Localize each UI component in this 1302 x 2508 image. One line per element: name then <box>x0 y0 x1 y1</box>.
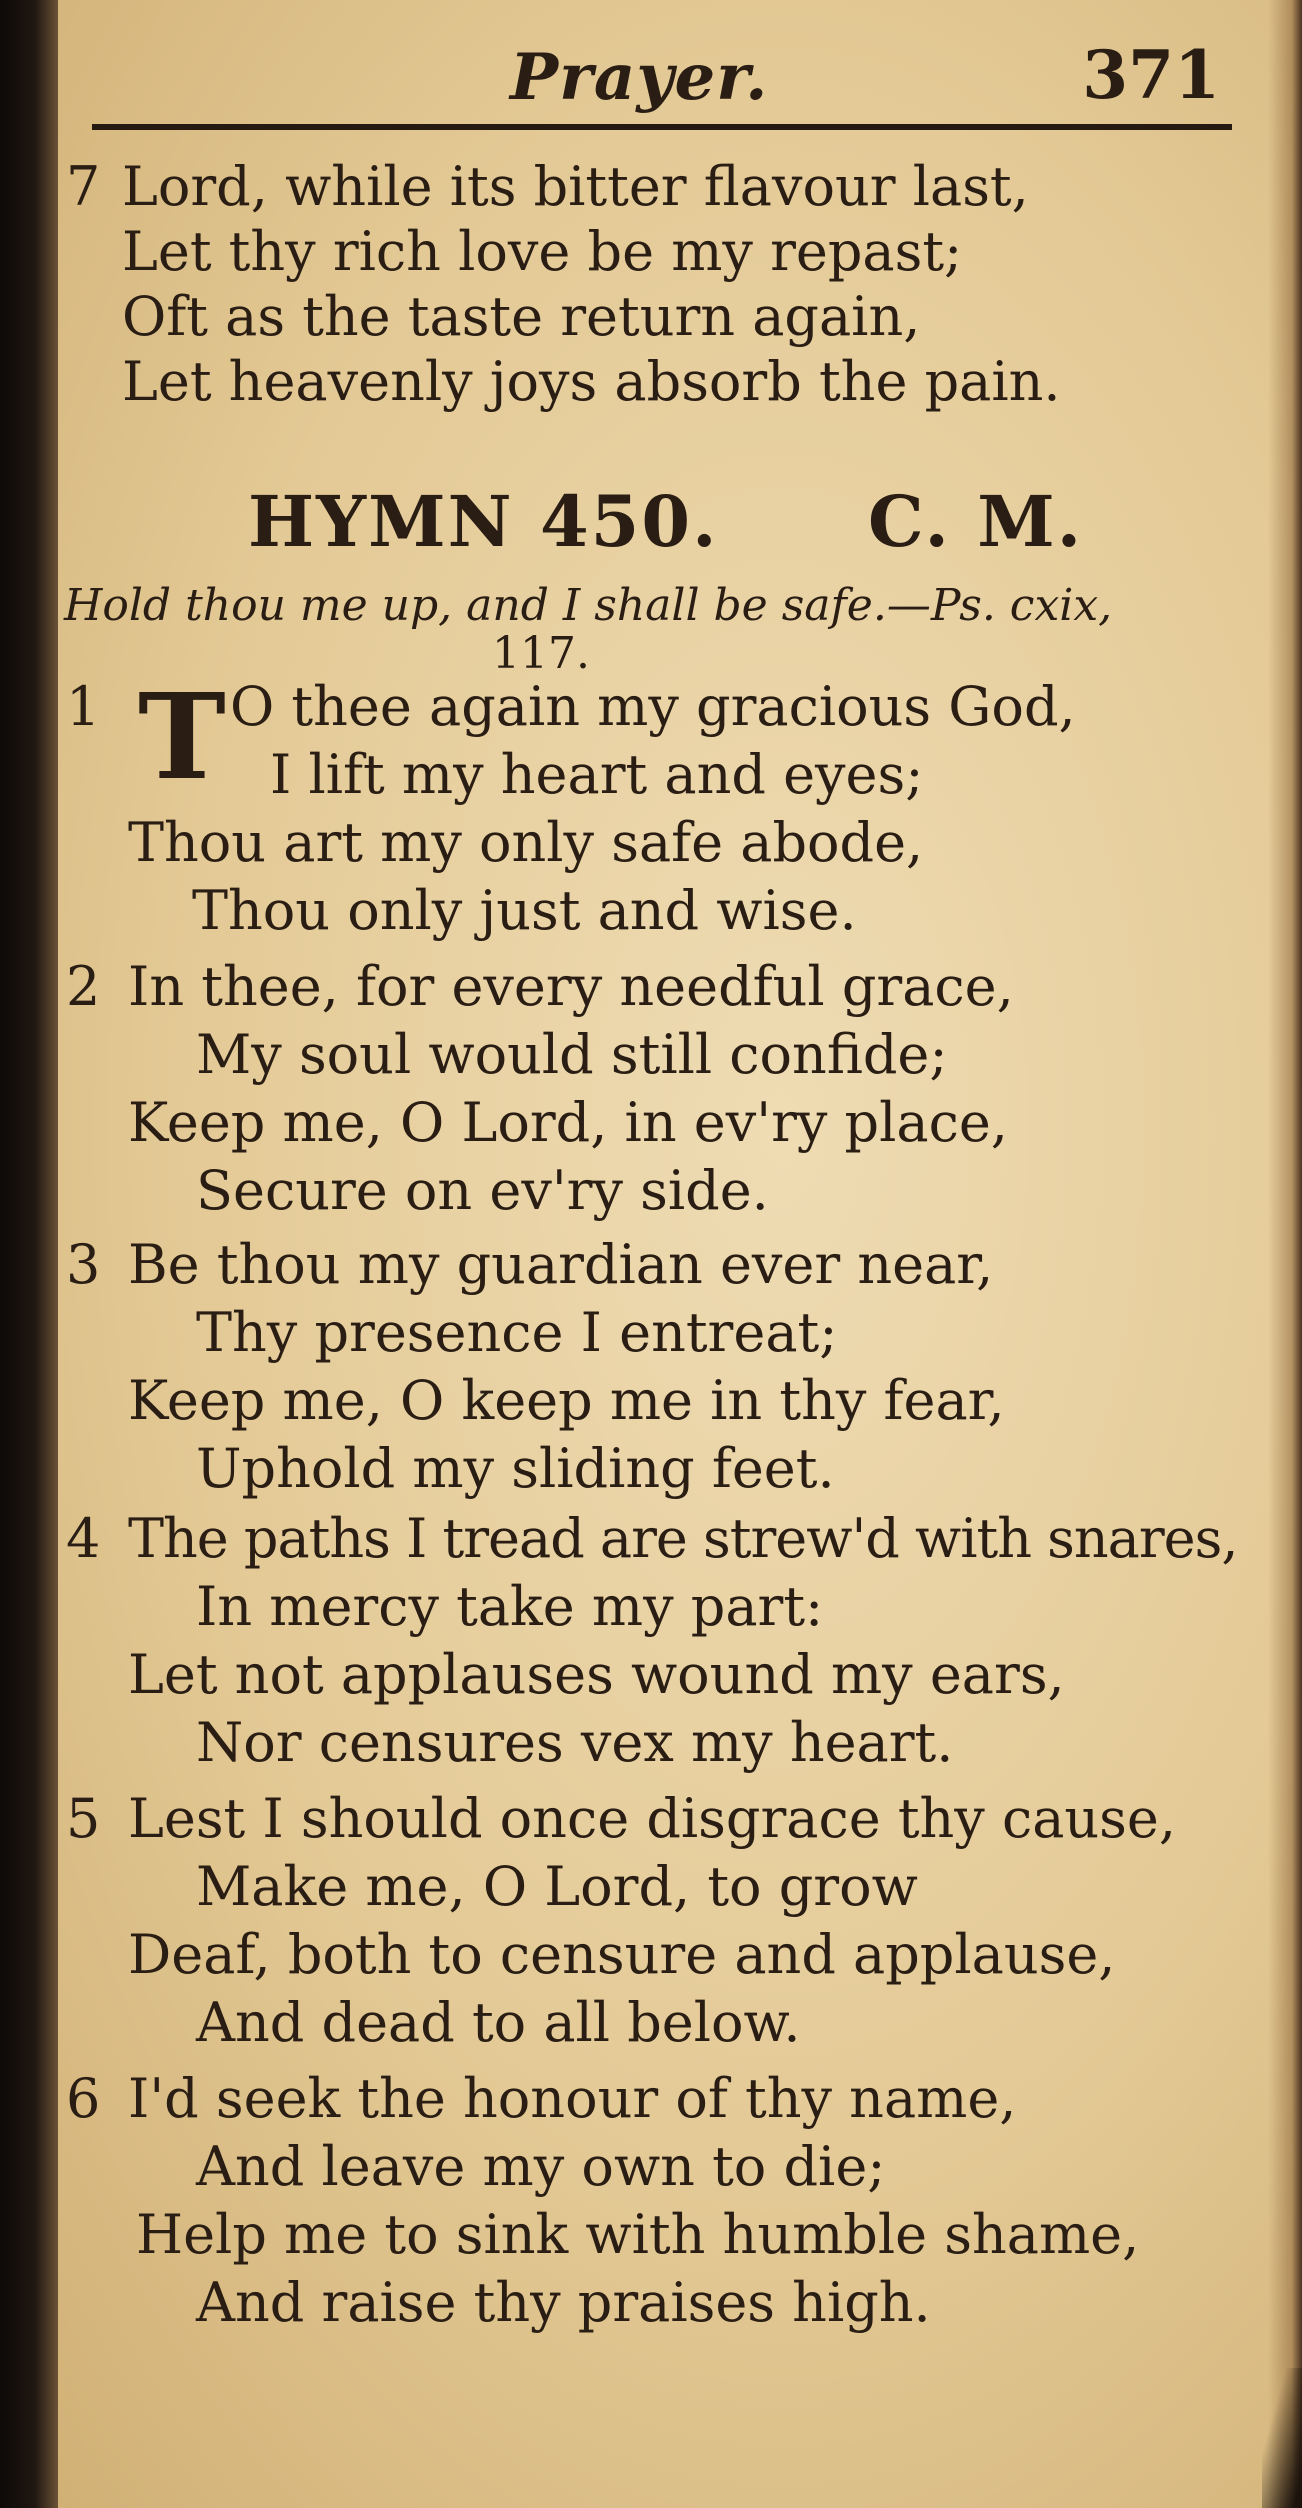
page-corner-shadow <box>1262 2368 1302 2508</box>
verse-line: Let thy rich love be my repast; <box>122 220 963 283</box>
page-header <box>80 30 1240 130</box>
verse-line: Thy presence I entreat; <box>196 1301 838 1364</box>
verse-number: 4 <box>66 1507 101 1570</box>
verse-number: 3 <box>66 1233 101 1296</box>
verse-line: Let not applauses wound my ears, <box>128 1643 1065 1706</box>
verse-line: O thee again my gracious God, <box>230 675 1076 738</box>
header-rule <box>92 124 1232 130</box>
verse-number: 6 <box>66 2067 101 2130</box>
verse-number: 1 <box>66 675 101 738</box>
verse-line: I lift my heart and eyes; <box>270 743 924 806</box>
verse-line: And raise thy praises high. <box>196 2271 931 2334</box>
verse-line: The paths I tread are strew'd with snares, <box>128 1507 1238 1570</box>
verse-line: Be thou my guardian ever near, <box>128 1233 994 1296</box>
verse-line: Keep me, O keep me in thy fear, <box>128 1369 1005 1432</box>
verse-number: 5 <box>66 1787 101 1850</box>
verse-line: Oft as the taste return again, <box>122 285 921 348</box>
page-number: 371 <box>1082 36 1220 114</box>
verse-line: Secure on ev'ry side. <box>196 1159 769 1222</box>
hymn-epigraph-reference: 117. <box>492 628 590 679</box>
verse-line: Lest I should once disgrace thy cause, <box>128 1787 1177 1850</box>
drop-cap: T <box>138 667 226 806</box>
verse-line: Thou only just and wise. <box>192 879 857 942</box>
running-head: Prayer. <box>510 40 769 115</box>
verse-line: In thee, for every needful grace, <box>128 955 1014 1018</box>
verse-line: Keep me, O Lord, in ev'ry place, <box>128 1091 1008 1154</box>
verse-line: In mercy take my part: <box>196 1575 824 1638</box>
verse-line: Help me to sink with humble shame, <box>136 2203 1140 2266</box>
verse-line: Make me, O Lord, to grow <box>196 1855 918 1918</box>
verse-line: Uphold my sliding feet. <box>196 1437 835 1500</box>
hymn-title: HYMN 450. <box>248 480 719 563</box>
verse-line: Let heavenly joys absorb the pain. <box>122 350 1061 413</box>
verse-number: 2 <box>66 955 101 1018</box>
page-edge-shadow <box>1268 0 1302 2508</box>
verse-line: Nor censures vex my heart. <box>196 1711 954 1774</box>
verse-number: 7 <box>66 155 101 218</box>
verse-line: My soul would still confide; <box>196 1023 948 1086</box>
verse-line: I'd seek the honour of thy name, <box>128 2067 1017 2130</box>
hymn-epigraph: Hold thou me up, and I shall be safe.—Ps. cxix, <box>64 580 1113 631</box>
verse-line: Deaf, both to censure and applause, <box>128 1923 1116 1986</box>
verse-line: And dead to all below. <box>196 1991 801 2054</box>
verse-line: Thou art my only safe abode, <box>128 811 924 874</box>
verse-line: Lord, while its bitter flavour last, <box>122 155 1029 218</box>
book-spine-shadow <box>0 0 58 2508</box>
hymn-meter: C. M. <box>868 480 1084 563</box>
verse-line: And leave my own to die; <box>196 2135 886 2198</box>
